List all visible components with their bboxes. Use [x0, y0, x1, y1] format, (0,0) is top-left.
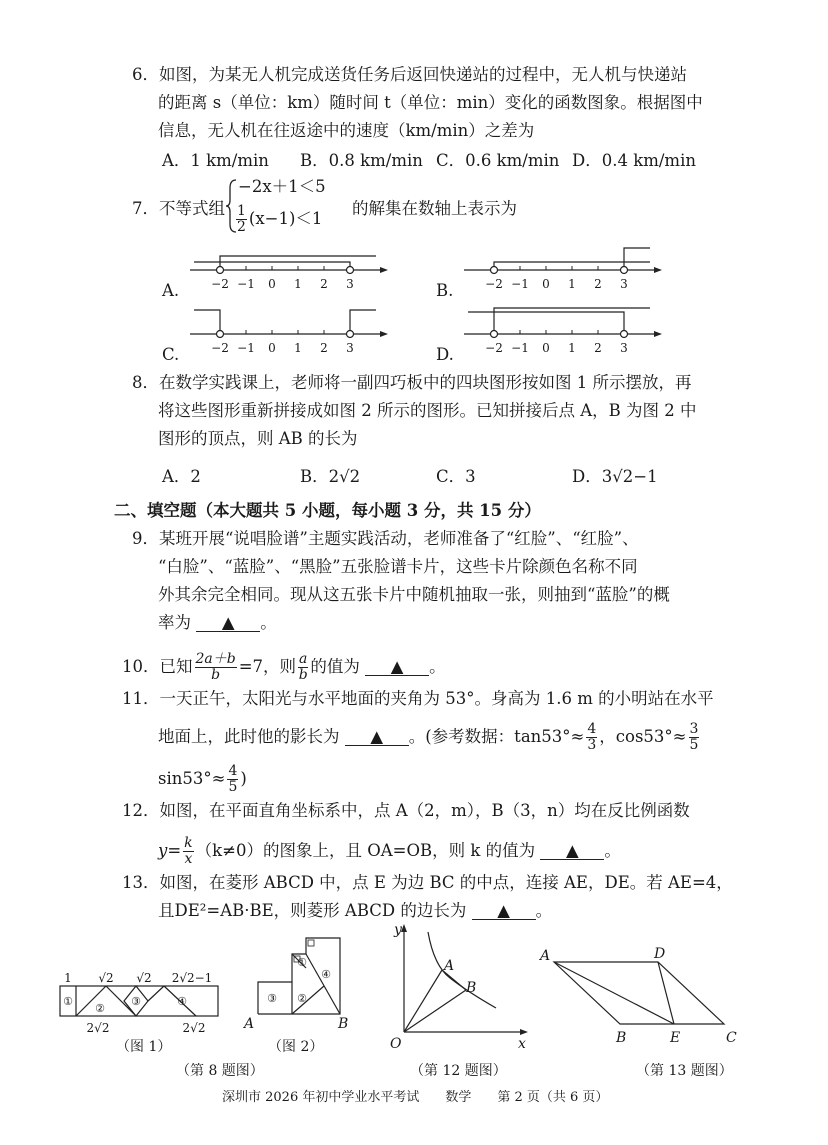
fig8-piece-3: ③: [131, 995, 141, 1008]
fig13-point-b: B: [616, 1030, 627, 1046]
q10-mid: =7，则: [238, 657, 297, 676]
q7-a-open-point: [217, 267, 224, 274]
q7-b-open-point: [491, 267, 498, 274]
q7-b-axis-arrow: [654, 267, 662, 273]
q7-d-tick-label: 1: [568, 341, 576, 355]
q7-inequality-2: [234, 204, 322, 235]
q8-line1: 8．在数学实践课上，老师将一副四巧板中的四块图形按如图 1 所示摆放，再: [132, 373, 692, 392]
q7-b-tick-label: 2: [594, 277, 602, 291]
q10-frac-den: b: [211, 667, 221, 683]
q7-a-tick-label: −1: [237, 277, 255, 291]
q12-k-den: x: [184, 851, 193, 867]
q11-cos-num: 3: [689, 721, 699, 737]
fig12-point-a: A: [444, 958, 455, 974]
q8-option-d: D．3√2−1: [572, 467, 658, 486]
fig8-figure2-caption: （图 2）: [268, 1039, 324, 1055]
q13-line1: 13．如图，在菱形 ABCD 中，点 E 为边 BC 的中点，连接 AE，DE。若 AE=4，: [122, 873, 733, 892]
q9-line2: “白脸”、“蓝脸”、“黑脸”五张脸谱卡片，这些卡片除颜色名称不同: [158, 557, 638, 576]
q12-answer-blank[interactable]: ▲: [540, 843, 604, 860]
q9-line4-post: 。: [260, 613, 277, 632]
q11-cos-den: 5: [689, 737, 699, 753]
q7-c-tick-label: −1: [237, 341, 255, 355]
q8-option-b: B．2√2: [300, 467, 361, 486]
q7-label-d: D.: [436, 345, 454, 364]
fig8-top-label-3: √2: [136, 971, 152, 985]
fig8-point-b: B: [338, 1016, 349, 1032]
q11-line2: [158, 722, 701, 753]
q10-answer-blank[interactable]: ▲: [365, 659, 429, 676]
q9-answer-blank[interactable]: ▲: [196, 615, 260, 632]
q11-line3: [158, 764, 247, 795]
q6-line3: 信息，无人机在往返途中的速度（km/min）之差为: [158, 121, 535, 140]
fig8-top-label-2: √2: [98, 971, 114, 985]
q11-line1: 11．一天正午，太阳光与水平地面的夹角为 53°。身高为 1.6 m 的小明站在水平: [122, 689, 714, 708]
q7-label-a: A.: [162, 281, 180, 300]
fig8-top-label-4: 2√2−1: [171, 971, 213, 985]
q12-line2-post: （k≠0）的图象上，且 OA=OB，则 k 的值为: [195, 841, 536, 860]
q8-option-a: A．2: [162, 467, 201, 486]
fig8-fig2-piece-2: ②: [297, 992, 307, 1005]
q10-frac-num: 2a＋b: [195, 651, 236, 667]
fig8-fig2-piece-3: ③: [267, 992, 277, 1005]
q6-option-c: C．0.6 km/min: [436, 151, 560, 170]
q13-line2: [158, 900, 552, 922]
section-2-heading: 二、填空题（本大题共 5 小题，每小题 3 分，共 15 分）: [114, 501, 541, 520]
q7-c-open-point: [347, 331, 354, 338]
q12-line1: 12．如图，在平面直角坐标系中，点 A（2，m），B（3，n）均在反比例函数: [122, 801, 690, 820]
q6-line2: 的距离 s（单位：km）随时间 t（单位：min）变化的函数图象。根据图中: [158, 93, 703, 112]
q6-option-d: D．0.4 km/min: [572, 151, 696, 170]
q12-k-fraction: [183, 836, 193, 867]
q7-b-tick-label: 0: [542, 277, 550, 291]
q7-d-tick-label: −1: [511, 341, 529, 355]
q7-inequality-1: −2x＋1＜5: [238, 177, 326, 196]
q7-c-axis-arrow: [380, 331, 388, 337]
fig13-caption: （第 13 题图）: [636, 1063, 733, 1079]
q7-d-tick-label: 3: [620, 341, 628, 355]
q11-answer-blank[interactable]: ▲: [345, 729, 409, 746]
q7-d-axis-arrow: [654, 331, 662, 337]
q7-number-line-d: [464, 300, 674, 360]
q10-fraction: [195, 652, 237, 683]
q7-b-tick-label: −1: [511, 277, 529, 291]
q8-figure-2: [240, 934, 350, 1034]
q7-b-tick-label: 3: [620, 277, 628, 291]
q13-line2-pre: 且DE²=AB·BE，则菱形 ABCD 的边长为: [158, 901, 467, 920]
q11-cos-text: ，cos53°≈: [599, 727, 687, 746]
q7-frac-den: 2: [237, 219, 246, 235]
q7-c-solution-ray: [350, 310, 376, 334]
q10-frac2-num: a: [299, 651, 308, 667]
q7-a-axis-arrow: [380, 267, 388, 273]
q7-number-line-c: [190, 300, 400, 360]
fig13-point-e: E: [670, 1030, 681, 1046]
q13-answer-blank[interactable]: ▲: [472, 903, 536, 920]
fig12-point-b: B: [466, 980, 477, 996]
q13-end: 。: [535, 901, 553, 920]
q11-line2-post: 。(参考数据：tan53°≈: [408, 727, 585, 746]
q10-pre: 10．已知: [122, 657, 193, 676]
q7-a-tick-label: 1: [294, 277, 302, 291]
fig8-point-a: A: [244, 1016, 255, 1032]
fig8-piece-4: ④: [177, 995, 187, 1008]
q7-c-tick-label: 3: [346, 341, 354, 355]
q7-b-solution-ray: [624, 248, 650, 270]
q13-figure: [534, 940, 744, 1050]
q7-c-tick-label: 1: [294, 341, 302, 355]
q7-a-tick-label: −2: [211, 277, 229, 291]
fig12-caption: （第 12 题图）: [410, 1063, 507, 1079]
q7-c-open-point: [217, 331, 224, 338]
q9-line4-pre: 率为: [158, 613, 191, 632]
q10-fraction-2: [298, 652, 308, 683]
fig8-bottom-label-1: 2√2: [86, 1021, 110, 1035]
q7-fraction: [236, 204, 247, 235]
q11-cos-fraction: [689, 722, 700, 753]
fig13-point-a: A: [540, 948, 551, 964]
q8-figure-1: [56, 968, 226, 1035]
q10-post: 的值为: [310, 657, 360, 676]
q6-line1: 6．如图，为某无人机完成送货任务后返回快递站的过程中，无人机与快递站: [132, 65, 687, 84]
q8-option-c: C．3: [436, 467, 476, 486]
q7-d-tick-label: 2: [594, 341, 602, 355]
fig8-piece-1: ①: [63, 995, 73, 1008]
q6-option-a: A．1 km/min: [162, 151, 269, 170]
q12-figure: [384, 920, 534, 1052]
q12-k-num: k: [184, 835, 193, 851]
q9-line4: [158, 612, 277, 634]
q7-c-tick-label: −2: [211, 341, 229, 355]
fig8-bottom-label-2: 2√2: [182, 1021, 206, 1035]
q7-d-open-point: [621, 331, 628, 338]
q7-d-tick-label: −2: [485, 341, 503, 355]
page-footer: 深圳市 2026 年初中学业水平考试 数学 第 2 页（共 6 页）: [222, 1090, 609, 1105]
q7-ineq2-rest: (x−1)＜1: [248, 209, 323, 228]
q7-prefix: 7．不等式组: [132, 199, 225, 218]
q7-b-tick-label: −2: [485, 277, 503, 291]
q11-line2-pre: 地面上，此时他的影长为: [158, 727, 340, 746]
q11-line3-post: ): [240, 769, 247, 788]
q7-number-line-a: [190, 236, 400, 296]
q7-c-solution-ray: [194, 310, 220, 334]
fig13-point-c: C: [726, 1030, 737, 1046]
q12-y-pre: y=: [158, 841, 182, 860]
fig12-y-label: y: [394, 922, 402, 938]
q10-end: 。: [429, 657, 446, 676]
q7-frac-num: 1: [237, 203, 246, 219]
fig8-fig2-piece-4: ④: [321, 968, 331, 981]
fig12-origin: O: [390, 1036, 402, 1052]
fig13-point-d: D: [654, 946, 666, 962]
q11-tan-fraction: [586, 722, 597, 753]
fig12-x-label: x: [518, 1036, 526, 1052]
q7-number-line-b: [464, 236, 674, 296]
q9-line1: 9．某班开展“说唱脸谱”主题实践活动，老师准备了“红脸”、“红脸”、: [132, 529, 639, 548]
q7-b-tick-label: 1: [568, 277, 576, 291]
fig8-caption: （第 8 题图）: [176, 1063, 264, 1079]
q7-a-open-point: [347, 267, 354, 274]
q7-suffix: 的解集在数轴上表示为: [352, 199, 517, 218]
fig8-piece-2: ②: [95, 1002, 105, 1015]
q7-d-tick-label: 0: [542, 341, 550, 355]
q11-line3-pre: sin53°≈: [158, 769, 226, 788]
q12-line2: [158, 836, 621, 867]
q7-c-tick-label: 2: [320, 341, 328, 355]
q7-label-c: C.: [162, 345, 180, 364]
q9-line3: 外其余完全相同。现从这五张卡片中随机抽取一张，则抽到“蓝脸”的概: [158, 585, 670, 604]
q8-line2: 将这些图形重新拼接成如图 2 所示的图形。已知拼接后点 A，B 为图 2 中: [158, 401, 697, 420]
q7-a-tick-label: 2: [320, 277, 328, 291]
q10-frac2-den: b: [298, 667, 308, 683]
q11-sin-den: 5: [228, 779, 238, 795]
q7-a-tick-label: 0: [268, 277, 276, 291]
q7-c-tick-label: 0: [268, 341, 276, 355]
q7-d-open-point: [491, 331, 498, 338]
q10-line: [122, 652, 446, 683]
fig8-fig2-piece-1: ①: [297, 956, 307, 969]
q6-option-b: B．0.8 km/min: [300, 151, 423, 170]
q7-a-tick-label: 3: [346, 277, 354, 291]
q8-line3: 图形的顶点，则 AB 的长为: [158, 429, 358, 448]
q11-tan-num: 4: [587, 721, 597, 737]
q11-tan-den: 3: [587, 737, 597, 753]
q11-sin-fraction: [227, 764, 238, 795]
q7-b-open-point: [621, 267, 628, 274]
q11-sin-num: 4: [228, 763, 238, 779]
q12-end: 。: [604, 841, 621, 860]
q7-label-b: B.: [436, 281, 454, 300]
fig8-figure1-caption: （图 1）: [116, 1039, 172, 1055]
fig8-top-label-1: 1: [64, 971, 72, 985]
